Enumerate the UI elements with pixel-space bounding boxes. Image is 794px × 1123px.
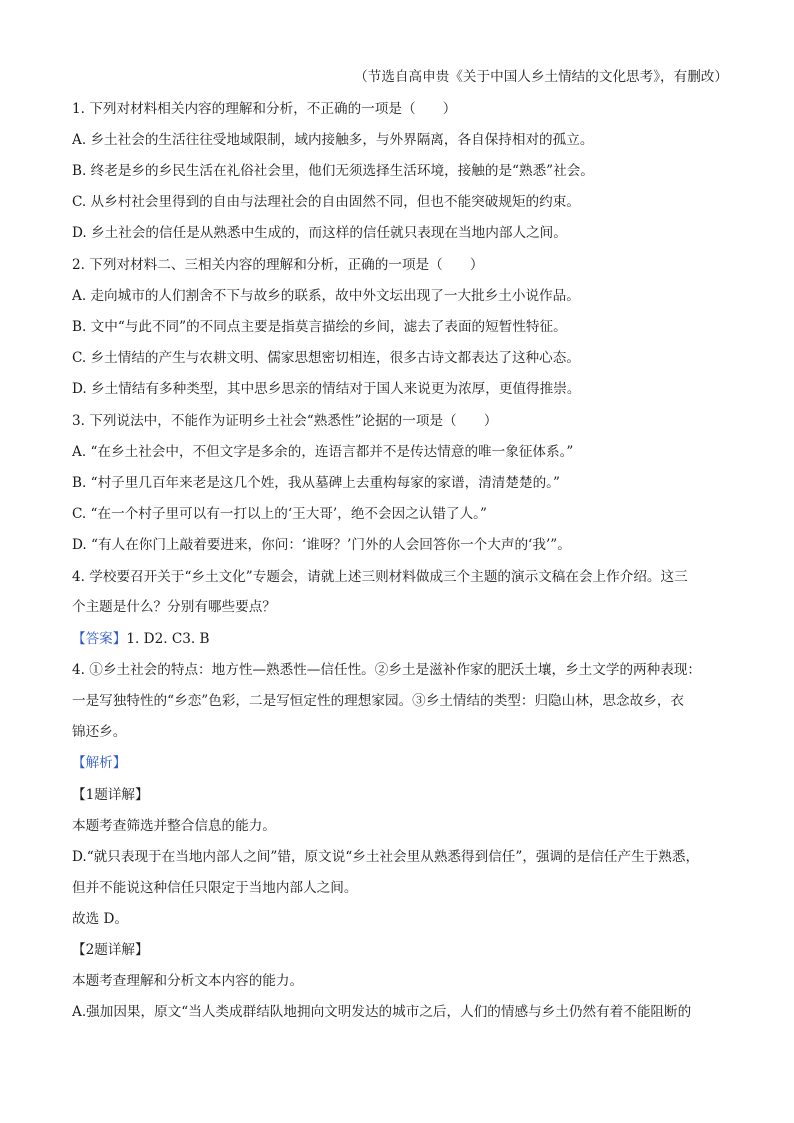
question-1-stem: 1. 下列对材料相关内容的理解和分析，不正确的一项是（ ） (72, 101, 457, 117)
question-2-option-a: A. 走向城市的人们割舍不下与故乡的联系，故中外文坛出现了一大批乡土小说作品。 (72, 288, 580, 304)
question-3-option-a: A. “在乡土社会中，不但文字是多余的，连语言都并不是传达情意的唯一象征体系。” (72, 444, 574, 460)
answer-q4-line-2: 一是写独特性的“乡恋”色彩，二是写恒定性的理想家园。③乡土情结的类型：归隐山林，思念故乡，衣 (72, 693, 685, 709)
analysis-q1-line-1: 本题考查筛选并整合信息的能力。 (72, 818, 276, 834)
answer-value: 1. D2. C3. B (126, 631, 210, 647)
answer-q4-line-3: 锦还乡。 (72, 724, 127, 740)
analysis-tag: 【解析】 (72, 755, 127, 771)
answer-tag: 【答案】 (72, 631, 127, 647)
answer-row (72, 629, 734, 649)
question-2-option-d: D. 乡土情结有多种类型，其中思乡思亲的情结对于国人来说更为浓厚，更值得推崇。 (72, 381, 581, 397)
question-3-stem: 3. 下列说法中，不能作为证明乡土社会“熟悉性”论据的一项是（ ） (72, 413, 498, 429)
analysis-q2-header: 【2题详解】 (72, 942, 149, 958)
question-2-option-b: B. 文中“与此不同”的不同点主要是指莫言描绘的乡间，滤去了表面的短暂性特征。 (72, 319, 567, 335)
source-citation: （节选自高申贵《关于中国人乡土情结的文化思考》，有删改） (354, 69, 728, 85)
question-1-option-c: C. 从乡村社会里得到的自由与法理社会的自由固然不同，但也不能突破规矩的约束。 (72, 194, 580, 210)
analysis-q2-line-2: A.强加因果，原文“当人类成群结队地拥向文明发达的城市之后，人们的情感与乡土仍然有着不能阻断的 (72, 1004, 692, 1020)
question-3-option-d: D. “有人在你门上敲着要进来，你问：‘谁呀？’门外的人会回答你一个大声的‘我’”。 (72, 537, 571, 553)
answer-q4-line-1: 4. ①乡土社会的特点：地方性—熟悉性—信任性。②乡土是滋补作家的肥沃土壤，乡土文学的两种表现： (72, 662, 702, 678)
analysis-q1-line-3: 但并不能说这种信任只限定于当地内部人之间。 (72, 880, 358, 896)
question-1-option-a: A. 乡土社会的生活往往受地域限制，域内接触多，与外界隔离，各自保持相对的孤立。 (72, 132, 594, 148)
question-2-stem: 2. 下列对材料二、三相关内容的理解和分析，正确的一项是（ ） (72, 257, 484, 273)
question-3-option-c: C. “在一个村子里可以有一打以上的‘王大哥’，绝不会因之认错了人。” (72, 506, 487, 522)
analysis-q1-header: 【1题详解】 (72, 787, 149, 803)
question-1-option-b: B. 终老是乡的乡民生活在礼俗社会里，他们无须选择生活环境，接触的是“熟悉”社会。 (72, 163, 594, 179)
analysis-q1-line-4: 故选 D。 (72, 911, 129, 927)
analysis-q1-line-2: D.“就只表现于在当地内部人之间”错，原文说“乡土社会里从熟悉得到信任”，强调的是信任产生于熟悉， (72, 849, 700, 865)
analysis-q2-line-1: 本题考查理解和分析文本内容的能力。 (72, 973, 304, 989)
question-4-line-2: 个主题是什么？分别有哪些要点？ (72, 599, 276, 615)
question-3-option-b: B. “村子里几百年来老是这几个姓，我从墓碑上去重构每家的家谱，清清楚楚的。” (72, 475, 560, 491)
question-1-option-d: D. 乡土社会的信任是从熟悉中生成的，而这样的信任就只表现在当地内部人之间。 (72, 225, 567, 241)
question-2-option-c: C. 乡土情结的产生与农耕文明、儒家思想密切相连，很多古诗文都表达了这种心态。 (72, 350, 580, 366)
question-4-line-1: 4. 学校要召开关于“乡土文化”专题会，请就上述三则材料做成三个主题的演示文稿在会上作介绍。这三 (72, 569, 688, 585)
